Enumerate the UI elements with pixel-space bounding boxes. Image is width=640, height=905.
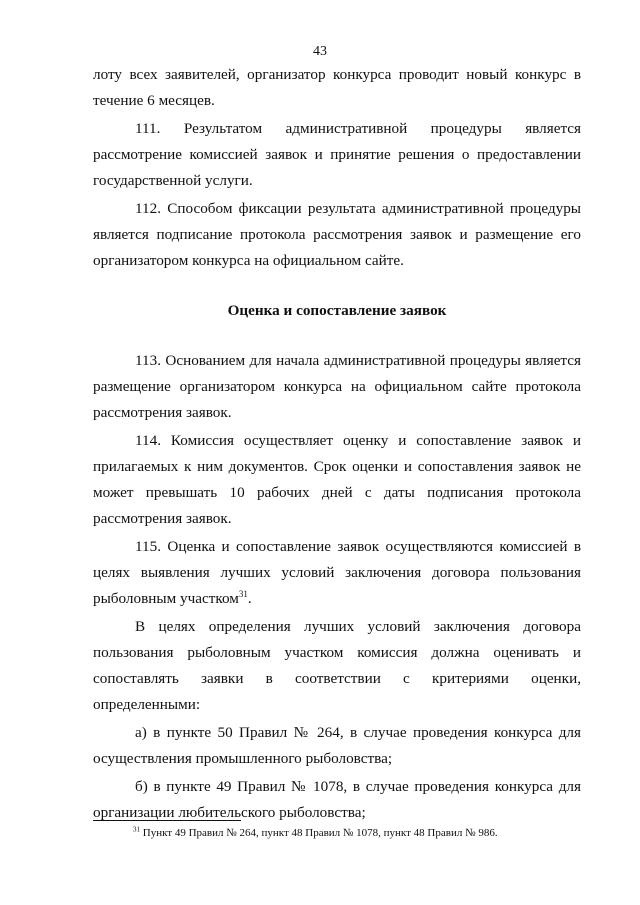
paragraph-111: 111. Результатом административной процедуры является рассмотрение комиссией заявок и принятие решения о предоставлении государственной услуги. xyxy=(93,120,581,189)
paragraph-115 xyxy=(93,534,581,612)
footnote-divider xyxy=(93,820,241,821)
document-body xyxy=(93,62,581,828)
footnote-reference: 31 xyxy=(238,588,248,599)
footnote xyxy=(133,826,498,840)
page-number: 43 xyxy=(313,44,327,59)
paragraph-criteria-intro: В целях определения лучших условий заключения договора пользования рыболовным участком комиссия должна оценивать и сопоставлять заявки в соответствии с критериями оценки, определенными: xyxy=(93,618,581,713)
footnote-number: 31 xyxy=(133,825,140,834)
list-item-b: б) в пункте 49 Правил № 1078, в случае проведения конкурса для организации любительского рыболовства; xyxy=(93,778,581,821)
footnote-text: Пункт 49 Правил № 264, пункт 48 Правил № 1078, пункт 48 Правил № 986. xyxy=(142,827,498,839)
paragraph-113: 113. Основанием для начала административной процедуры является размещение организатором конкурса на официальном сайте протокола рассмотрения заявок. xyxy=(93,352,581,421)
section-heading: Оценка и сопоставление заявок xyxy=(227,302,447,319)
paragraph-115-tail: . xyxy=(247,590,252,607)
list-item-a: а) в пункте 50 Правил № 264, в случае проведения конкурса для осуществления промышленного рыболовства; xyxy=(93,724,581,767)
paragraph-continuation: лоту всех заявителей, организатор конкурса проводит новый конкурс в течение 6 месяцев. xyxy=(93,66,581,109)
paragraph-115-text: 115. Оценка и сопоставление заявок осуществляются комиссией в целях выявления лучших условий заключения договора пользования рыболовным участком xyxy=(93,538,581,607)
paragraph-112: 112. Способом фиксации результата административной процедуры является подписание протокола рассмотрения заявок и размещение его организатором конкурса на официальном сайте. xyxy=(93,200,581,269)
paragraph-114: 114. Комиссия осуществляет оценку и сопоставление заявок и прилагаемых к ним документов. Срок оценки и сопоставления заявок не может превышать 10 рабочих дней с даты подписания протокола рассмотрения заявок. xyxy=(93,432,581,527)
